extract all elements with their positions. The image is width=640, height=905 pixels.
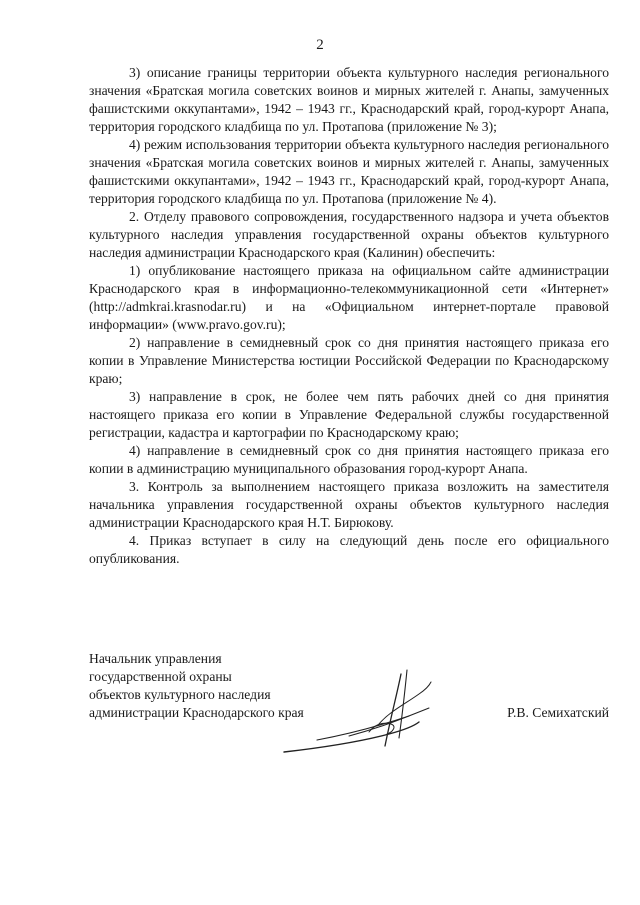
signatory-title-line: объектов культурного наследия xyxy=(89,687,271,702)
paragraph-clause-4-effect: 4. Приказ вступает в силу на следующий день после его официального опубликования. xyxy=(89,533,609,566)
paragraph-subitem-4-municipality: 4) направление в семидневный срок со дня принятия настоящего приказа его копии в администрацию муниципального образования город-курорт Анапа. xyxy=(89,443,609,476)
paragraph-item-3-boundary: 3) описание границы территории объекта культурного наследия регионального значения «Братская могила советских воинов и мирных жителей г. Анапы, замученных фашистскими оккупантами», 1942 – 1943 гг., Краснодарский край, город-курорт Анапа, территория городского кладбища по ул. Протапова (приложение № 3); xyxy=(89,65,609,134)
signatory-title-line: Начальник управления xyxy=(89,651,222,666)
paragraph-item-4-regime: 4) режим использования территории объекта культурного наследия регионального значения «Братская могила советских воинов и мирных жителей г. Анапы, замученных фашистскими оккупантами», 1942 – 1943 гг., Краснодарский край, город-курорт Анапа, территория городского кладбища по ул. Протапова (приложение № 4). xyxy=(89,137,609,206)
page-number: 2 xyxy=(316,37,324,53)
paragraph-subitem-1-publication: 1) опубликование настоящего приказа на официальном сайте администрации Краснодарского края в информационно-телекоммуникационной сети «Интернет» (http://admkrai.krasnodar.ru) и на «Официальном интернет-портале правовой информации» (www.pravo.gov.ru); xyxy=(89,263,609,332)
handwritten-signature xyxy=(279,664,459,764)
document-body xyxy=(89,64,609,568)
paragraph-clause-2: 2. Отделу правового сопровождения, государственного надзора и учета объектов культурного наследия управления государственной охраны объектов культурного наследия администрации Краснодарского края (Калинин) обеспечить: xyxy=(89,209,609,260)
signature-block xyxy=(89,650,609,770)
paragraph-subitem-2-justice: 2) направление в семидневный срок со дня принятия настоящего приказа его копии в Управление Министерства юстиции Российской Федерации по Краснодарскому краю; xyxy=(89,335,609,386)
signatory-name: Р.В. Семихатский xyxy=(507,705,609,720)
paragraph-subitem-3-registration: 3) направление в срок, не более чем пять рабочих дней со дня принятия настоящего приказа его копии в Управление Федеральной службы государственной регистрации, кадастра и картографии по Краснодарскому краю; xyxy=(89,389,609,440)
signatory-title-line: государственной охраны xyxy=(89,669,232,684)
paragraph-clause-3-control: 3. Контроль за выполнением настоящего приказа возложить на заместителя начальника управления государственной охраны объектов культурного наследия администрации Краснодарского края Н.Т. Бирюкову. xyxy=(89,479,609,530)
signatory-title-line: администрации Краснодарского края xyxy=(89,705,304,720)
